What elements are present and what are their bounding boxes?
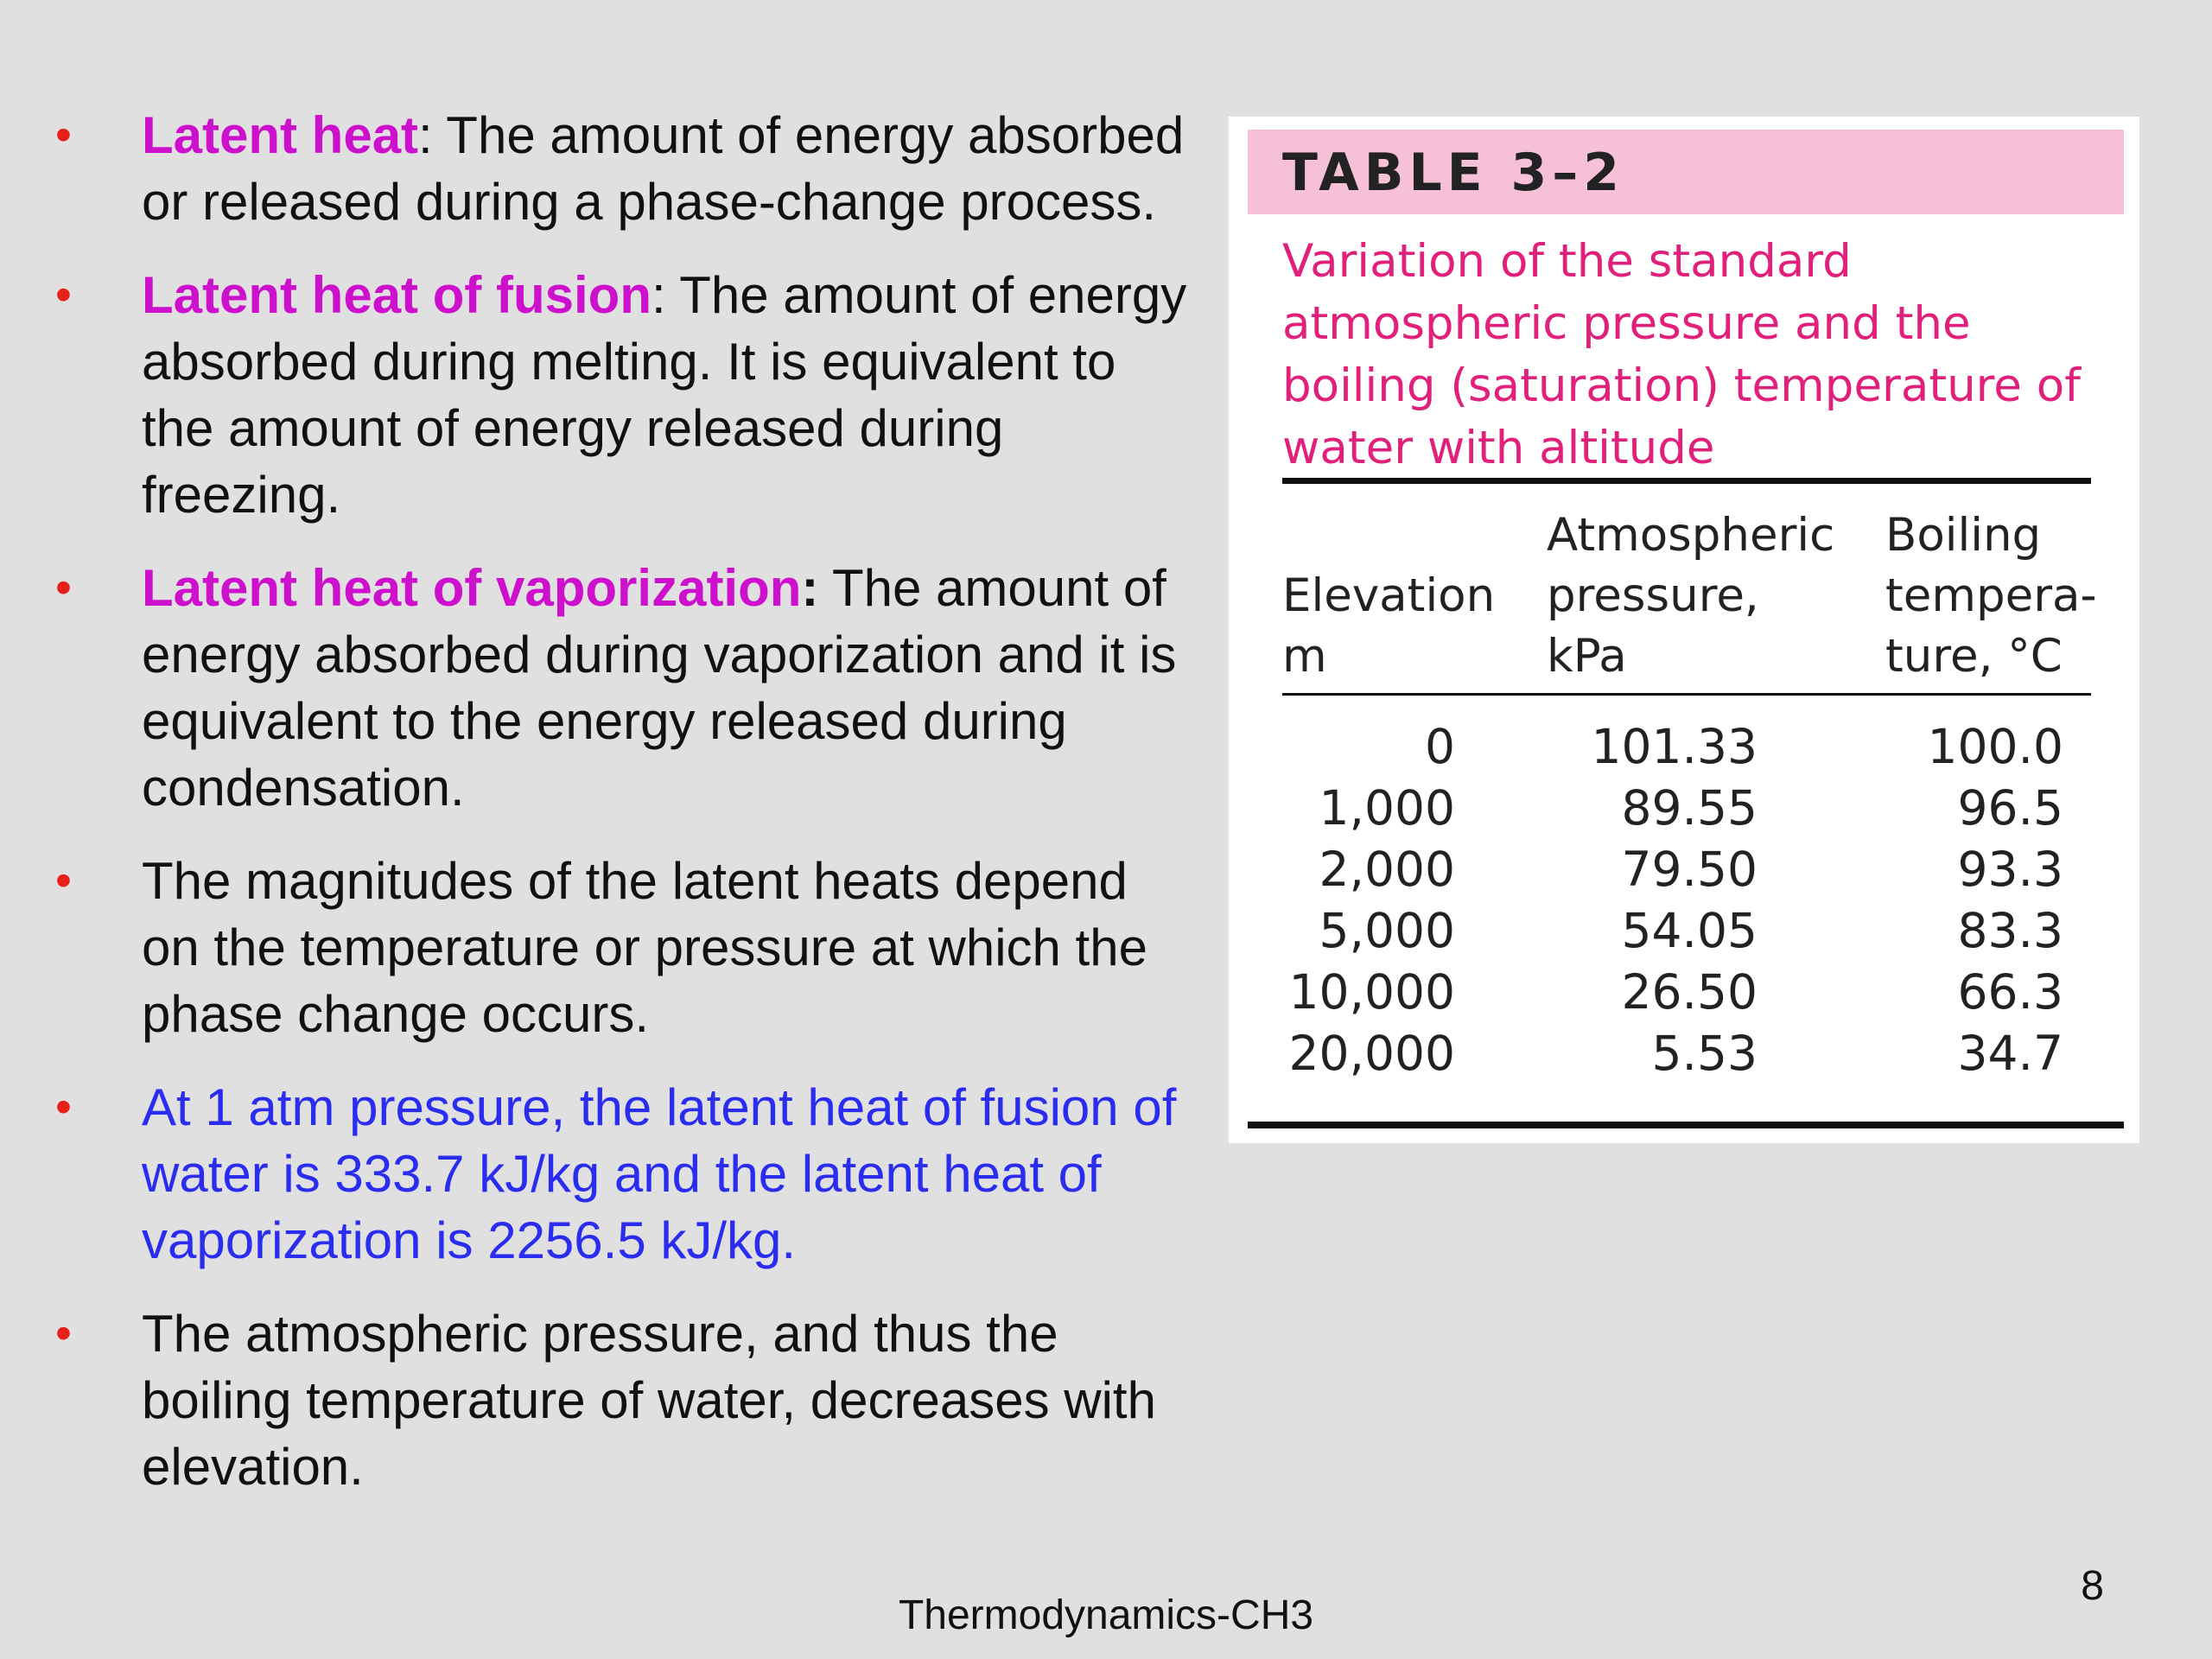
header-boiling-temperature: Boiling tempera- ture, °C	[1885, 509, 2097, 683]
cell-boiling: 93.3	[1957, 842, 2063, 897]
column-pressure	[1574, 716, 1758, 1084]
table-bottom-rule	[1248, 1122, 2124, 1128]
cell-boiling: 83.3	[1957, 903, 2063, 958]
slide-footer: Thermodynamics-CH3	[898, 1592, 1314, 1638]
bullet-text-highlight: At 1 atm pressure, the latent heat of fusion of water is 333.7 kJ/kg and the latent heat of vaporization is 2256.5 kJ/kg.	[142, 1078, 1177, 1269]
bullet-latent-heat	[52, 102, 1192, 235]
bullet-text: The amount of energy absorbed during vaporization and it is equivalent to the energy released during condensation.	[142, 559, 1177, 817]
column-boiling-temperature	[1894, 716, 2063, 1084]
cell-elevation: 0	[1425, 719, 1455, 774]
cell-pressure: 54.05	[1621, 903, 1758, 958]
term-latent-heat-vaporization: Latent heat of vaporization	[142, 559, 802, 617]
cell-boiling: 66.3	[1957, 964, 2063, 1020]
table-top-rule	[1282, 478, 2091, 484]
cell-elevation: 1,000	[1319, 780, 1455, 836]
bullet-magnitudes	[52, 848, 1192, 1047]
header-elevation: Elevation m	[1282, 569, 1496, 683]
term-separator: :	[801, 559, 819, 617]
table-3-2	[1229, 117, 2139, 1143]
bullet-text: The magnitudes of the latent heats depend on the temperature or pressure at which the phase change occurs.	[142, 852, 1147, 1043]
term-separator: :	[651, 266, 666, 324]
cell-pressure: 79.50	[1621, 842, 1758, 897]
cell-elevation: 2,000	[1319, 842, 1455, 897]
table-header-rule	[1282, 693, 2091, 696]
bullet-dot-icon: •	[55, 269, 72, 321]
cell-elevation: 20,000	[1288, 1026, 1455, 1081]
bullet-latent-heat-fusion	[52, 262, 1192, 528]
bullet-text: The amount of energy absorbed during melting. It is equivalent to the amount of energy released during freezing.	[142, 266, 1187, 524]
cell-pressure: 101.33	[1591, 719, 1758, 774]
bullet-dot-icon: •	[55, 1307, 72, 1359]
bullet-text: The atmospheric pressure, and thus the boiling temperature of water, decreases with elevation.	[142, 1305, 1156, 1496]
bullet-text: The amount of energy absorbed or released during a phase-change process.	[142, 106, 1185, 231]
term-latent-heat-fusion: Latent heat of fusion	[142, 266, 652, 324]
bullet-atmospheric-pressure	[52, 1300, 1192, 1500]
cell-elevation: 10,000	[1288, 964, 1455, 1020]
cell-boiling: 96.5	[1957, 780, 2063, 836]
bullet-dot-icon: •	[55, 855, 72, 906]
bullet-1-atm-values	[52, 1074, 1192, 1274]
bullet-dot-icon: •	[55, 109, 72, 161]
term-latent-heat: Latent heat	[142, 106, 419, 164]
page-number: 8	[2081, 1563, 2104, 1609]
table-title: TABLE 3–2	[1282, 143, 1625, 203]
bullet-list	[52, 102, 1192, 1527]
cell-elevation: 5,000	[1319, 903, 1455, 958]
bullet-dot-icon: •	[55, 1081, 72, 1133]
bullet-latent-heat-vaporization	[52, 555, 1192, 821]
bullet-dot-icon: •	[55, 562, 72, 613]
cell-pressure: 5.53	[1651, 1026, 1758, 1081]
cell-boiling: 100.0	[1927, 719, 2063, 774]
cell-boiling: 34.7	[1957, 1026, 2063, 1081]
column-elevation	[1282, 716, 1455, 1084]
term-separator: :	[418, 106, 433, 164]
cell-pressure: 26.50	[1621, 964, 1758, 1020]
header-pressure: Atmospheric pressure, kPa	[1547, 509, 1835, 683]
cell-pressure: 89.55	[1621, 780, 1758, 836]
table-caption: Variation of the standard atmospheric pressure and the boiling (saturation) temperature of water with altitude	[1282, 235, 2081, 474]
